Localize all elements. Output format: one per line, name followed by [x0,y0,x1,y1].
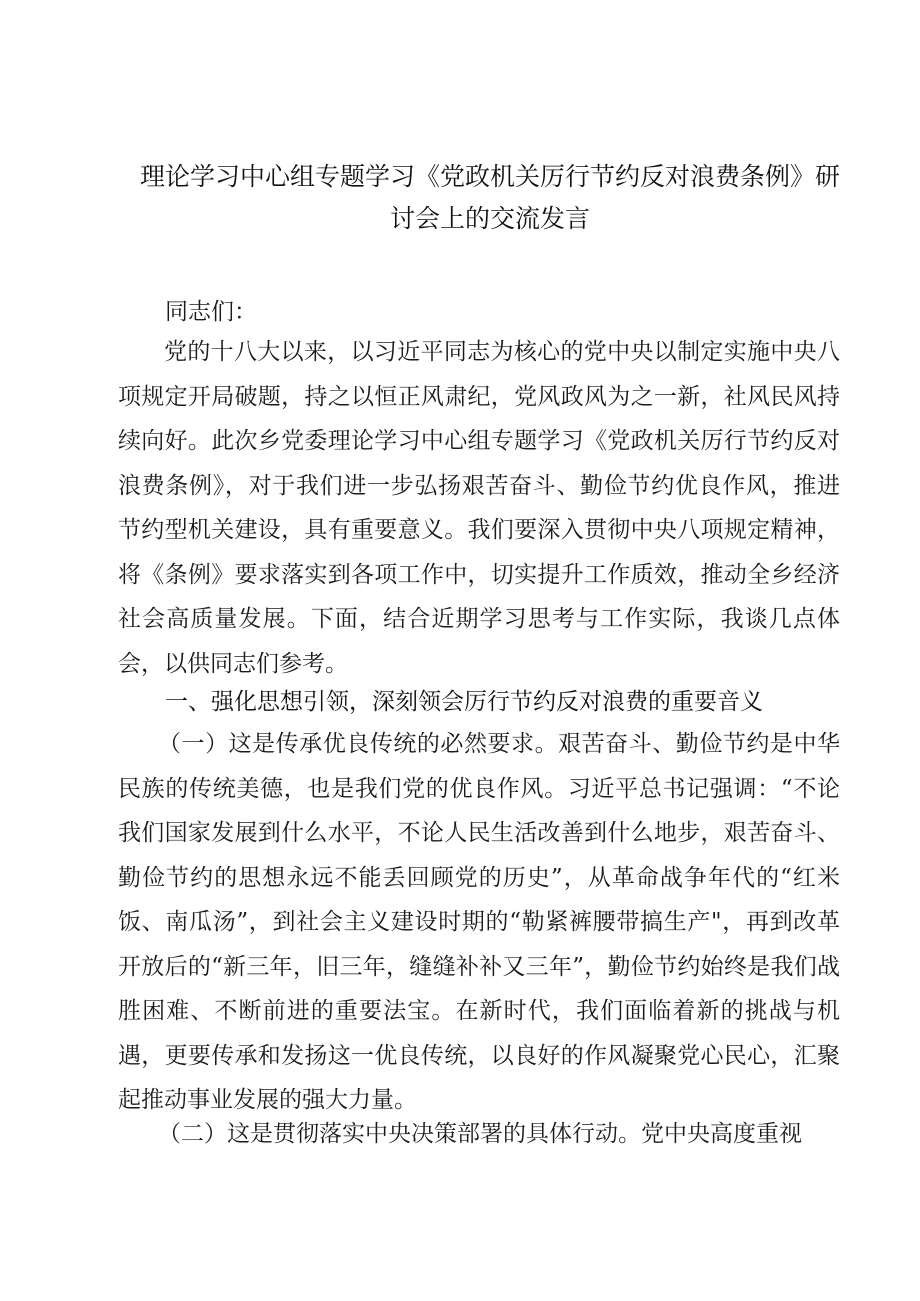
section-item-1: （一）这是传承优良传统的必然要求。艰苦奋斗、勤俭节约是中华民族的传统美德，也是我们党的优良作风。习近平总书记强调：“不论我们国家发展到什么水平，不论人民生活改善到什么地步，艰苦奋斗、勤俭节约的思想永远不能丢回顾党的历史”，从革命战争年代的“红米饭、南瓜汤”，到社会主义建设时期的“勒紧裤腰带搞生产"，再到改革开放后的“新三年，旧三年，缝缝补补又三年”，勤俭节约始终是我们战胜困难、不断前进的重要法宝。在新时代，我们面临着新的挑战与机遇，更要传承和发扬这一优良传统，以良好的作风凝聚党心民心，汇聚起推动事业发展的强大力量。 [118,731,840,1113]
section-item-2: （二）这是贯彻落实中央决策部署的具体行动。党中央高度重视 [158,1121,802,1147]
intro-paragraph: 党的十八大以来，以习近平同志为核心的党中央以制定实施中央八项规定开局破题，持之以恒正风肃纪，党风政风为之一新，社风民风持续向好。此次乡党委理论学习中心组专题学习《党政机关厉行节约反对浪费条例》，对于我们进一步弘扬艰苦奋斗、勤俭节约优良作风，推进节约型机关建设，具有重要意义。我们要深入贯彻中央八项规定精神，将《条例》要求落实到各项工作中，切实提升工作质效，推动全乡经济社会高质量发展。下面，结合近期学习思考与工作实际，我谈几点体会，以供同志们参考。 [118,339,840,677]
document-title: 理论学习中心组专题学习《党政机关厉行节约反对浪费条例》研讨会上的交流发言 [139,162,840,233]
salutation: 同志们： [165,299,257,325]
section-heading: 一、强化思想引领，深刻领会厉行节约反对浪费的重要音义 [165,689,763,715]
